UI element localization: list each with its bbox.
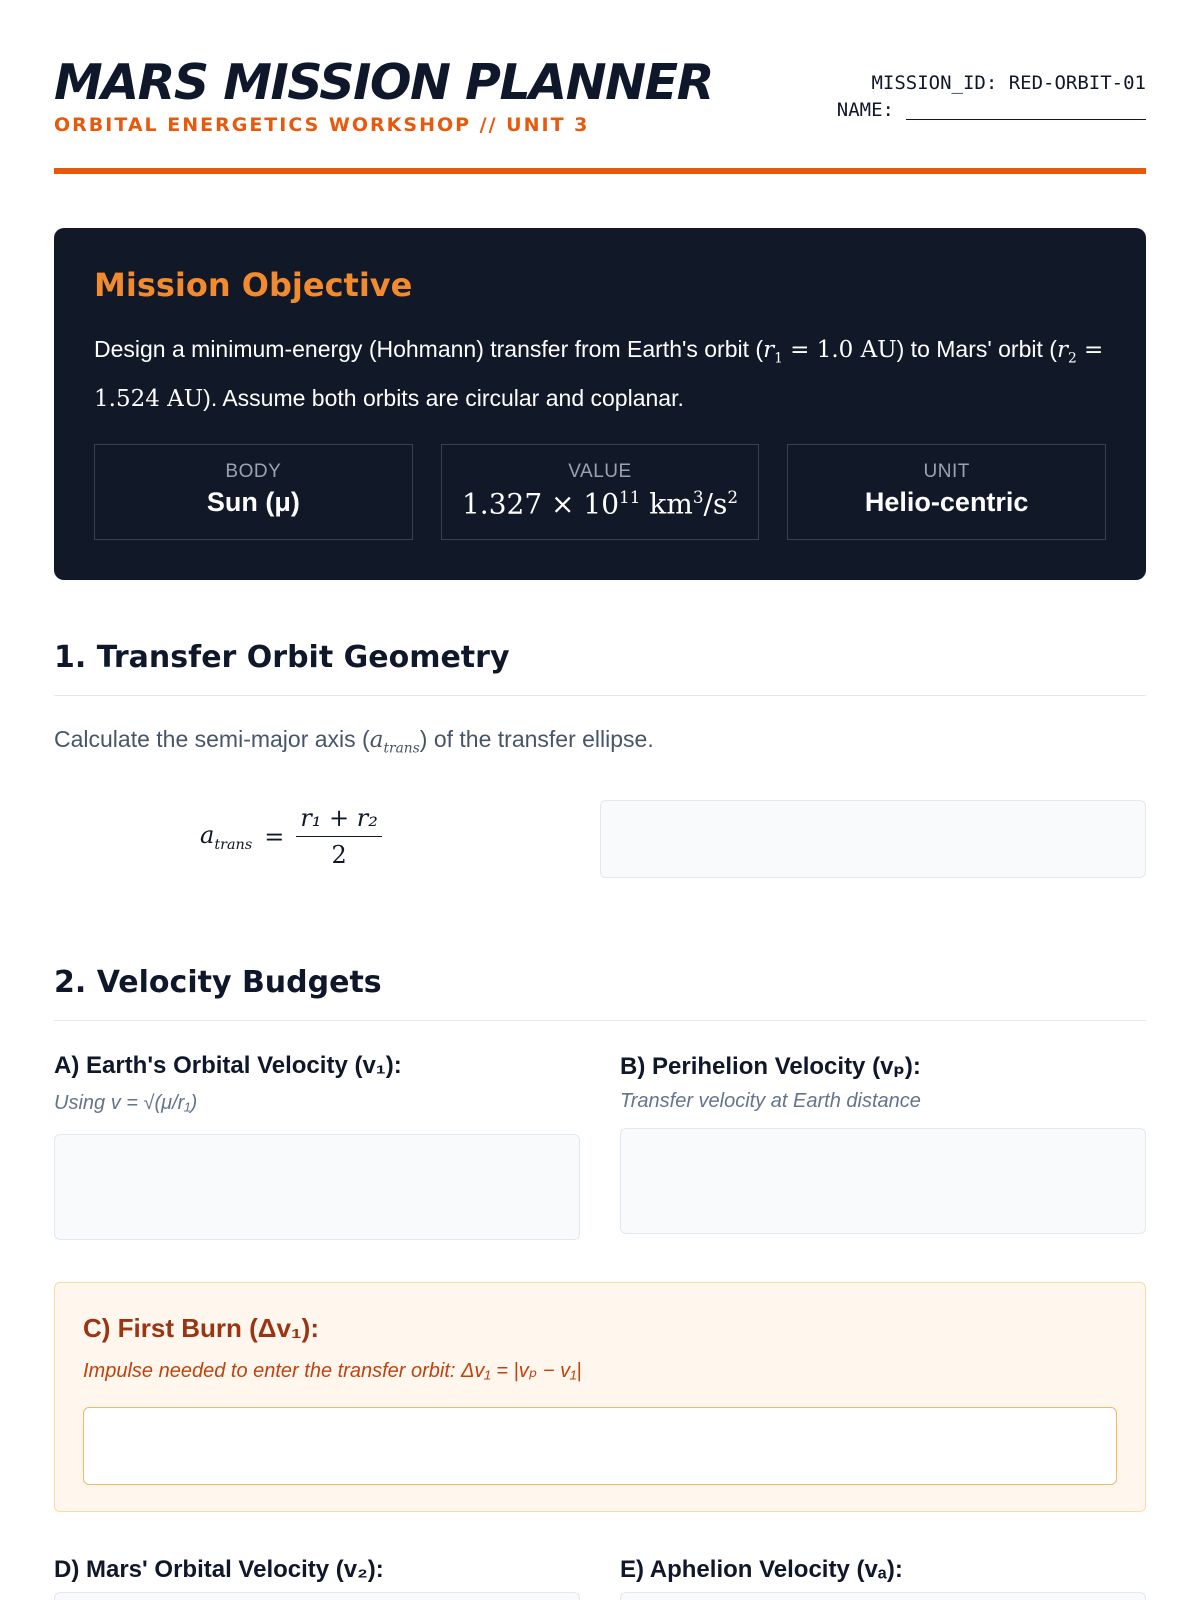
stat-value: $1.327 \times 10^{11}$ $km^3/s^2$: [461, 487, 739, 521]
objective-heading: Mission Objective: [94, 266, 413, 304]
first-burn-answer-box[interactable]: [83, 1407, 1117, 1485]
perihelion-velocity-label: B) Perihelion Velocity (vₚ):: [620, 1053, 921, 1080]
stat-value: Sun (μ): [206, 487, 300, 517]
page-subtitle: ORBITAL ENERGETICS WORKSHOP // UNIT 3: [54, 114, 590, 136]
earth-velocity-label: A) Earth's Orbital Velocity (v₁):: [54, 1052, 402, 1079]
semi-major-axis-formula: $a_{trans}$ = $\frac{\text{r₁ + r₂}}{2}$: [200, 804, 382, 869]
perihelion-velocity-answer-box[interactable]: [620, 1128, 1146, 1234]
earth-velocity-answer-box[interactable]: [54, 1134, 580, 1240]
name-field[interactable]: [906, 100, 1146, 120]
stat-label: VALUE: [568, 461, 632, 482]
section-1-description: Calculate the semi-major axis $(a_{trans})$ of the transfer ellipse.: [54, 726, 654, 757]
aphelion-velocity-answer-box[interactable]: [620, 1592, 1146, 1600]
section-1-title: 1. Transfer Orbit Geometry: [54, 640, 1146, 696]
name-label: NAME:: [836, 99, 894, 121]
mission-meta: [837, 70, 1146, 124]
earth-velocity-hint: Using v = √(μ/r₁): [54, 1092, 198, 1114]
semi-major-axis-answer-box[interactable]: [600, 800, 1146, 878]
first-burn-label: C) First Burn (Δv₁):: [83, 1313, 319, 1343]
objective-text: Design a minimum-energy (Hohmann) transfer from Earth's orbit ($r_1 = 1.0$ AU) to Mars' orbit ($r_2 = 1.524$ AU). Assume both orbits are circular and coplanar.: [94, 336, 1104, 412]
perihelion-velocity-hint: Transfer velocity at Earth distance: [620, 1090, 921, 1112]
stat-value-box: [441, 444, 760, 540]
name-row: [837, 97, 1146, 124]
mission-id: MISSION_ID: RED-ORBIT-01: [871, 72, 1146, 94]
aphelion-velocity-label: E) Aphelion Velocity (vₐ):: [620, 1556, 903, 1583]
mars-velocity-answer-box[interactable]: [54, 1592, 580, 1600]
constants-row: [94, 444, 1106, 540]
section-2-title: 2. Velocity Budgets: [54, 965, 1146, 1021]
stat-label: UNIT: [923, 461, 970, 482]
stat-label: BODY: [225, 461, 282, 482]
mission-objective-panel: [54, 228, 1146, 580]
page-title: MARS MISSION PLANNER: [54, 54, 713, 111]
first-burn-hint: Impulse needed to enter the transfer orbit: Δv₁ = |vₚ − v₁|: [83, 1360, 582, 1382]
stat-unit: [787, 444, 1106, 540]
stat-body: [94, 444, 413, 540]
page-header: [54, 0, 1146, 174]
formula-fraction: $\frac{\text{r₁ + r₂}}{2}$: [296, 804, 382, 869]
mars-velocity-label: D) Mars' Orbital Velocity (v₂):: [54, 1556, 384, 1583]
stat-value: Helio-centric: [864, 487, 1029, 517]
first-burn-panel: [54, 1282, 1146, 1512]
